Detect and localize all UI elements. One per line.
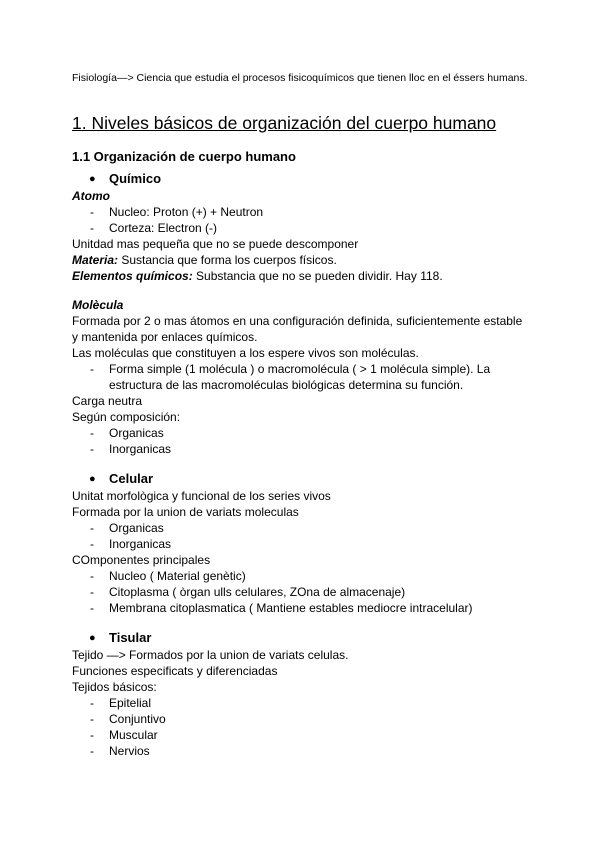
list-item: - Forma simple (1 molécula ) o macromolécula ( > 1 molécula simple). La (90, 362, 491, 376)
bullet-dot-icon: ● (89, 632, 96, 644)
molecula-desc: y mantenida por enlaces químicos. (72, 330, 258, 344)
molecula-title: Molècula (72, 298, 124, 312)
list-item: - Citoplasma ( òrgan ulls celulares, ZOna de almacenaje) (90, 585, 406, 599)
bullet-label: Celular (109, 471, 154, 486)
molecula-desc: Las moléculas que constituyen a los espere vivos son moléculas. (72, 346, 419, 360)
list-item: - Epitelial (90, 696, 152, 710)
atomo-title: Atomo (72, 189, 110, 203)
heading-2: 1.1 Organización de cuerpo humano (72, 149, 296, 164)
intro-text: Fisiología—> Ciencia que estudia el procesos fisicoquímicos que tienen lloc en el éssers humans. (72, 72, 528, 84)
bullet-tisular (72, 629, 532, 647)
bullet-dot-icon: ● (89, 173, 96, 185)
list-item: - Inorganicas (90, 537, 172, 551)
document-page (72, 70, 532, 759)
celular-line: Formada por la union de variats moleculas (72, 505, 299, 519)
list-item: - Muscular (90, 728, 158, 742)
bullet-label: Tisular (109, 630, 152, 645)
celular-line: Unitat morfològica y funcional de los series vivos (72, 489, 331, 503)
tisular-line: Tejidos básicos: (72, 680, 157, 694)
list-item: - Membrana citoplasmatica ( Mantiene estables mediocre intracelular) (90, 601, 473, 615)
materia-line: Materia: Sustancia que forma los cuerpos físicos. (72, 253, 337, 267)
elementos-line: Elementos químicos: Substancia que no se pueden dividir. Hay 118. (72, 269, 443, 283)
componentes-text: COmponentes principales (72, 553, 211, 567)
list-item: - Nucleo: Proton (+) + Neutron (90, 205, 264, 219)
bullet-dot-icon: ● (89, 473, 96, 485)
list-item-continuation: estructura de las macromoléculas biológicas determina su función. (109, 378, 464, 392)
list-item: - Conjuntivo (90, 712, 166, 726)
list-item: - Organicas (90, 426, 164, 440)
bullet-quimico (72, 170, 532, 188)
list-item: - Nucleo ( Material genètic) (90, 569, 246, 583)
list-item: - Nervios (90, 744, 150, 758)
list-item: - Organicas (90, 521, 164, 535)
bullet-celular (72, 470, 532, 488)
carga-text: Carga neutra (72, 394, 143, 408)
segun-text: Según composición: (72, 410, 181, 424)
list-item: - Inorganicas (90, 442, 172, 456)
tisular-line: Tejido —> Formados por la union de variats celulas. (72, 648, 349, 662)
heading-1: 1. Niveles básicos de organización del cuerpo humano (72, 113, 497, 133)
bullet-label: Químico (109, 171, 162, 186)
list-item: - Corteza: Electron (-) (90, 221, 218, 235)
molecula-desc: Formada por 2 o mas átomos en una configuración definida, suficientemente estable (72, 314, 523, 328)
atomo-desc: Unitdad mas pequeña que no se puede descomponer (72, 237, 359, 251)
tisular-line: Funciones especificats y diferenciadas (72, 664, 278, 678)
